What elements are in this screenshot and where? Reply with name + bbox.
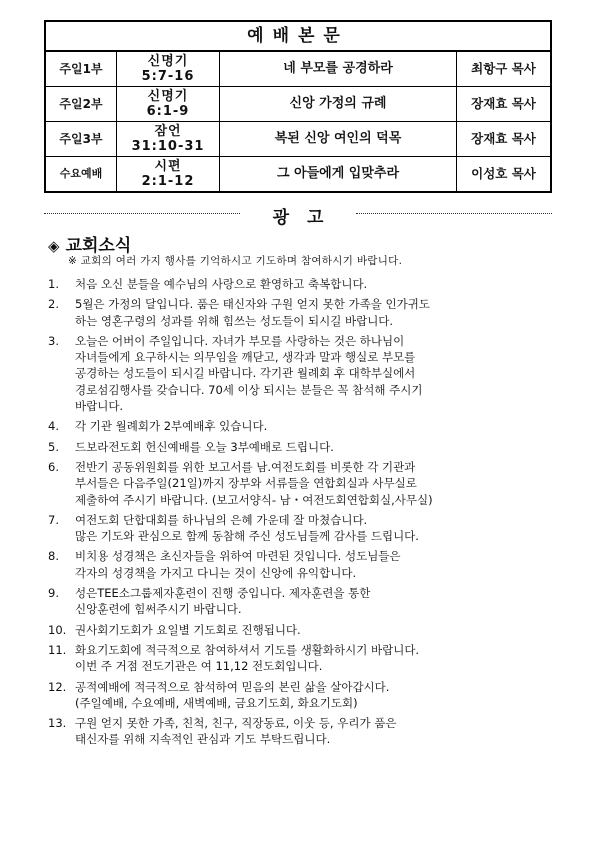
- worship-table-header: 예배본문: [45, 21, 551, 51]
- scripture-reference: [117, 122, 220, 157]
- news-item-number: 9.: [48, 586, 59, 601]
- scripture-reference: [117, 51, 220, 87]
- news-item-line: 전반기 공동위원회를 위한 보고서를 남.여전도회를 비롯한 각 기관과: [75, 459, 416, 474]
- news-item-number: 5.: [48, 439, 59, 454]
- news-item-line: 구원 얻지 못한 가족, 친척, 친구, 직장동료, 이웃 등, 우리가 품은: [75, 716, 397, 731]
- news-item-number: 11.: [48, 642, 67, 657]
- worship-table: [44, 20, 552, 193]
- scripture-book: 시편: [154, 159, 182, 174]
- news-item-number: 7.: [48, 512, 59, 527]
- news-item-line: 성은TEE소그룹제자훈련이 진행 중입니다. 제자훈련을 통한: [75, 586, 371, 601]
- news-item-line: (주일예배, 수요예배, 새벽예배, 금요기도회, 화요기도회): [75, 695, 358, 710]
- sermon-title: 신앙 가정의 규례: [220, 87, 457, 122]
- worship-row: [45, 122, 551, 157]
- news-item-line: 많은 기도와 관심으로 함께 동참해 주신 성도님들께 감사를 드립니다.: [75, 529, 419, 544]
- news-item-number: 3.: [48, 333, 59, 348]
- news-item: [48, 622, 568, 638]
- news-item-line: 신앙훈련에 힘써주시기 바랍니다.: [75, 602, 242, 617]
- announcements-divider: [44, 205, 552, 228]
- news-item-line: 이번 주 거점 전도기관은 여 11,12 전도회입니다.: [75, 659, 323, 674]
- news-item-number: 6.: [48, 459, 59, 474]
- news-item-line: 비치용 성경책은 초신자들을 위하여 마련된 것입니다. 성도님들은: [75, 549, 401, 564]
- news-item: [48, 548, 568, 581]
- scripture-book: 신명기: [147, 54, 189, 69]
- news-item: [48, 439, 568, 455]
- preacher-name: 장재효 목사: [457, 122, 552, 157]
- news-item: [48, 512, 568, 545]
- news-item-line: 공경하는 성도들이 되시길 바랍니다. 각기관 월례회 후 대학부실에서: [75, 366, 416, 381]
- news-item-line: 공적예배에 적극적으로 참석하여 믿음의 본린 삶을 살아갑시다.: [75, 679, 390, 694]
- scripture-reference: [117, 87, 220, 122]
- announcements-title: 광고: [272, 208, 342, 228]
- diamond-bullet-icon: ◈: [48, 237, 60, 255]
- news-item-line: 부서들은 다음주일(21일)까지 장부와 서류들을 연합회실과 사무실로: [75, 476, 417, 491]
- preacher-name: 이성호 목사: [457, 157, 552, 193]
- news-item-number: 13.: [48, 716, 67, 731]
- news-item-line: 권사회기도회가 요일별 기도회로 진행됩니다.: [75, 622, 301, 637]
- church-news-title: 교회소식: [65, 236, 132, 256]
- news-item-line: 제출하여 주시기 바랍니다. (보고서양식- 남・여전도회연합회실,사무실): [75, 492, 433, 507]
- news-item: [48, 679, 568, 712]
- news-item-number: 10.: [48, 622, 67, 637]
- service-name: 주일3부: [45, 122, 117, 157]
- divider-line-right: [356, 213, 552, 214]
- news-item-line: 자녀들에게 요구하시는 의무임을 깨닫고, 생각과 말과 행실로 부모를: [75, 350, 416, 365]
- scripture-verse: 6:1-9: [146, 104, 190, 119]
- scripture-book: 신명기: [147, 89, 189, 104]
- worship-row: [45, 87, 551, 122]
- news-item-number: 1.: [48, 277, 59, 291]
- news-item-number: 4.: [48, 419, 59, 434]
- worship-row: [45, 157, 551, 193]
- sermon-title: 네 부모를 공경하라: [220, 51, 457, 87]
- news-list: [48, 276, 568, 752]
- sermon-title: 그 아들에게 입맞추라: [220, 157, 457, 193]
- news-item: [48, 333, 568, 414]
- news-item: [48, 642, 568, 675]
- news-item-line: 각자의 성경책을 가지고 다니는 것이 신앙에 유익합니다.: [75, 565, 357, 580]
- scripture-book: 잠언: [154, 124, 182, 139]
- scripture-verse: 31:10-31: [131, 139, 205, 154]
- preacher-name: 장재효 목사: [457, 87, 552, 122]
- news-item-line: 5월은 가정의 달입니다. 품은 태신자와 구원 얻지 못한 가족을 인가귀도: [75, 297, 430, 312]
- service-name: 수요예배: [45, 157, 117, 193]
- news-item-line: 하는 영혼구령의 성과를 위해 힘쓰는 성도들이 되시길 바랍니다.: [75, 313, 394, 328]
- news-item-number: 2.: [48, 297, 59, 312]
- church-news-subtitle: ※ 교회의 여러 가지 행사를 기억하시고 기도하며 참여하시기 바랍니다.: [68, 255, 403, 267]
- news-item: [48, 276, 568, 292]
- news-item-line: 오늘은 어버이 주일입니다. 자녀가 부모를 사랑하는 것은 하나님이: [75, 333, 405, 348]
- news-item-line: 바랍니다.: [75, 399, 124, 414]
- service-name: 주일2부: [45, 87, 117, 122]
- scripture-verse: 5:7-16: [141, 69, 195, 84]
- worship-row: [45, 51, 551, 87]
- news-item-line: 각 기관 월례회가 2부예배후 있습니다.: [75, 419, 268, 434]
- news-item-line: 태신자를 위해 지속적인 관심과 기도 부탁드립니다.: [75, 732, 331, 747]
- news-item-number: 8.: [48, 549, 59, 564]
- scripture-reference: [117, 157, 220, 193]
- news-item: [48, 459, 568, 508]
- scripture-verse: 2:1-12: [141, 174, 195, 189]
- news-item-line: 화요기도회에 적극적으로 참여하셔서 기도를 생활화하시기 바랍니다.: [75, 642, 420, 657]
- service-name: 주일1부: [45, 51, 117, 87]
- news-item: [48, 585, 568, 618]
- news-item-line: 여전도회 단합대회를 하나님의 은혜 가운데 잘 마쳤습니다.: [75, 512, 368, 527]
- news-item: [48, 296, 568, 329]
- news-item-line: 경로섬김행사를 갖습니다. 70세 이상 되시는 분들은 꼭 참석해 주시기: [75, 382, 423, 397]
- news-item: [48, 715, 568, 748]
- news-item-line: 드보라전도회 헌신예배를 오늘 3부예배로 드립니다.: [75, 439, 334, 454]
- sermon-title: 복된 신앙 여인의 덕목: [220, 122, 457, 157]
- preacher-name: 최항구 목사: [457, 51, 552, 87]
- news-item-line: 처음 오신 분들을 예수님의 사랑으로 환영하고 축복합니다.: [75, 277, 368, 291]
- news-item: [48, 418, 568, 434]
- news-item-number: 12.: [48, 679, 67, 694]
- divider-line-left: [44, 213, 240, 214]
